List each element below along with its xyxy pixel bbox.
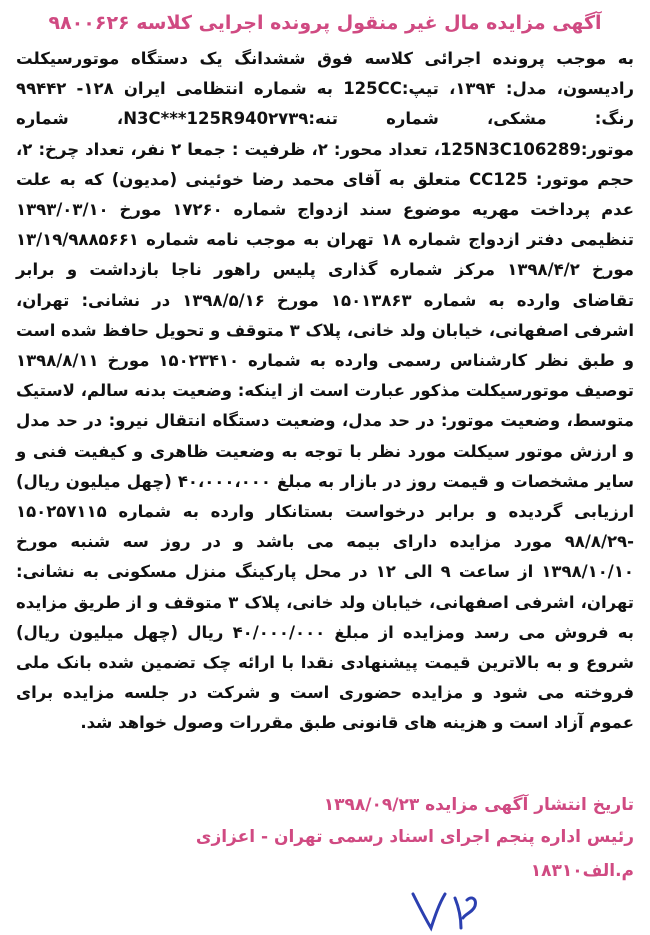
signatory: رئیس اداره پنجم اجرای اسناد رسمی تهران - اعزازی: [195, 827, 634, 847]
notice-title: آگهی مزایده مال غیر منقول پرونده اجرایی کلاسه ۹۸۰۰۶۲۶: [48, 12, 602, 34]
publish-date: تاریخ انتشار آگهی مزایده ۱۳۹۸/۰۹/۲۳: [323, 795, 634, 815]
reference-code: م.الف۱۸۳۱۰: [530, 861, 634, 881]
handwritten-mark-icon: [405, 888, 485, 932]
notice-body: به موجب پرونده اجرائی کلاسه فوق ششدانگ یک دستگاه موتورسیکلت رادیسون، مدل: ۱۳۹۴، تیپ:125CC به شماره انتظامی ایران ۱۲۸- ۹۹۴۴۲ رنگ: مشکی، شماره تنه:N3C***125R940۲۷۳۹، شماره موتور:125N3C106289، تعداد محور: ۲، ظرفیت : جمعا ۲ نفر، تعداد چرخ: ۲، حجم موتور: CC125 متعلق به آقای محمد رضا خوئینی (مدیون) که به علت عدم پرداخت مهریه موضوع سند ازدواج شماره ۱۷۲۶۰ مورخ ۱۳۹۳/۰۳/۱۰ تنظیمی دفتر ازدواج شماره ۱۸ تهران به موجب نامه شماره ۱۳/۱۹/۹۸۸۵۶۶۱ مورخ ۱۳۹۸/۴/۲ مرکز شماره گذاری پلیس راهور ناجا بازداشت و برابر تقاضای وارده به شماره ۱۵۰۱۳۸۶۳ مورخ ۱۳۹۸/۵/۱۶ در نشانی: تهران، اشرفی اصفهانی، خیابان ولد خانی، پلاک ۳ متوقف و تحویل حافظ شده است و طبق نظر کارشناس رسمی وارده به شماره ۱۵۰۲۳۴۱۰ مورخ ۱۳۹۸/۸/۱۱ توصیف موتورسیکلت مذکور عبارت است از اینکه: وضعیت بدنه سالم، لاستیک متوسط، وضعیت موتور: در حد مدل، وضعیت دستگاه انتقال نیرو: در حد مدل و ارزش موتور سیکلت مورد نظر با توجه به وضعیت ظاهری و کیفیت فنی و سایر مشخصات و قیمت روز در بازار به مبلغ ۴۰،۰۰۰،۰۰۰ (چهل میلیون ریال) ارزیابی گردیده و برابر درخواست بستانکار وارده به شماره ۱۵۰۲۵۷۱۱۵ -۹۸/۸/۲۹ مورد مزایده دارای بیمه می باشد و در روز سه شنبه مورخ ۱۳۹۸/۱۰/۱۰ از ساعت ۹ الی ۱۲ در محل پارکینگ منزل مسکونی به نشانی: تهران، اشرفی اصفهانی، خیابان ولد خانی، پلاک ۳ متوقف و از طریق مزایده به فروش می رسد ومزایده از مبلغ ۴۰/۰۰۰/۰۰۰ ریال (چهل میلیون ریال) شروع و به بالاترین قیمت پیشنهادی نقدا با ارائه چک تضمین شده بانک ملی فروخته می شود و مزایده حضوری است و شرکت در جلسه مزایده برای عموم آزاد است و هزینه های قانونی طبق مقررات وصول خواهد شد.: [16, 49, 635, 733]
